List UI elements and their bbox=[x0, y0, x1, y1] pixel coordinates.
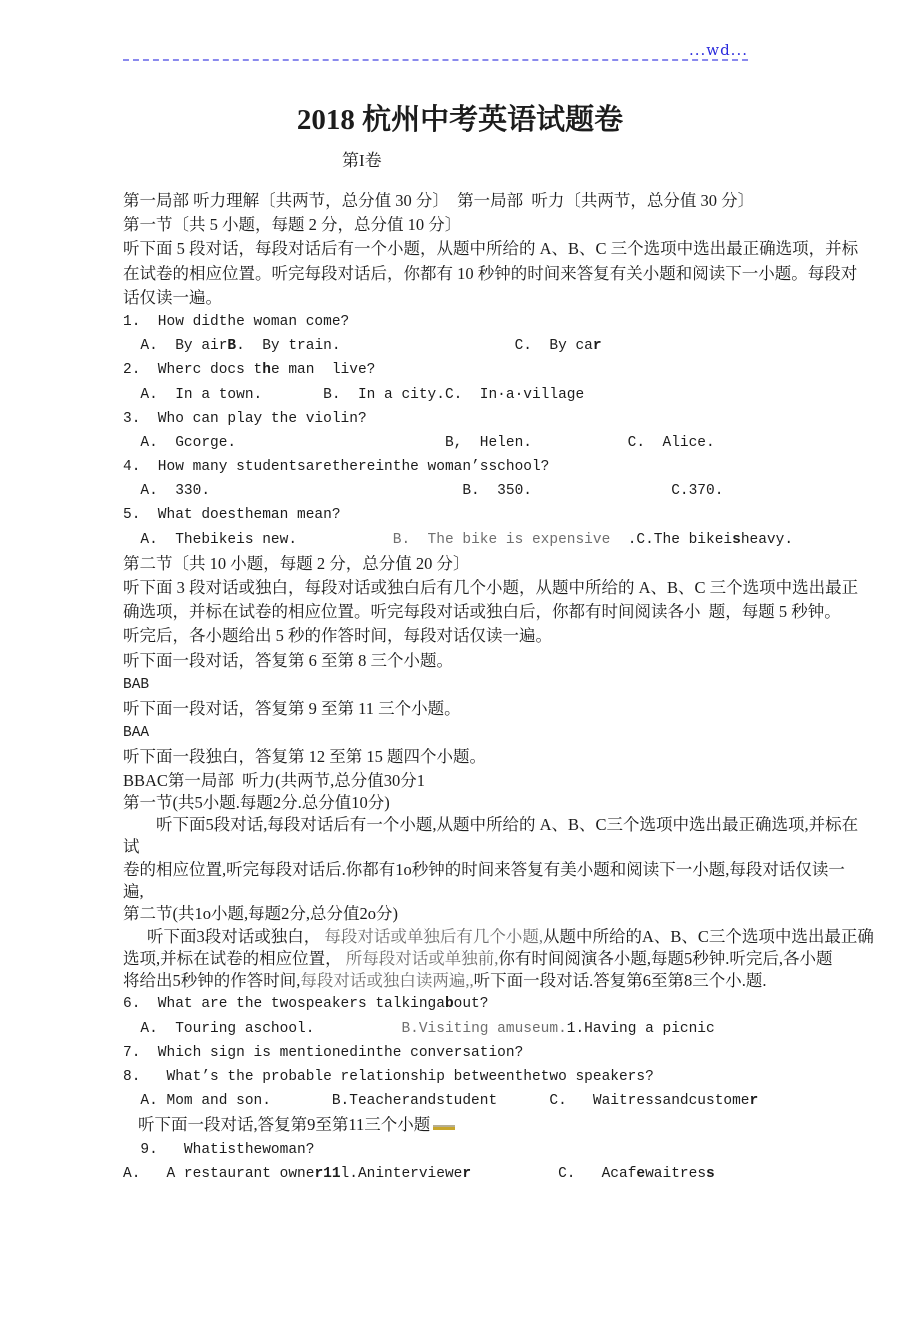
doc-line-segment: 听完后，各小题给出 5 秒的作答时间，每段对话仅读一遍。 bbox=[123, 626, 552, 646]
doc-line bbox=[123, 721, 868, 745]
doc-line bbox=[123, 528, 868, 552]
doc-line bbox=[123, 286, 868, 310]
doc-line bbox=[123, 970, 868, 992]
doc-title: 2018 杭州中考英语试题卷 bbox=[296, 104, 624, 136]
doc-line bbox=[123, 310, 868, 334]
doc-line bbox=[123, 992, 868, 1016]
doc-line bbox=[123, 673, 868, 697]
doc-line-segment: 选项,并标在试卷的相应位置， bbox=[123, 948, 346, 968]
doc-line-segment: 每段对话或独白读两遍,, bbox=[300, 971, 474, 991]
doc-line bbox=[123, 948, 868, 970]
doc-line-segment: 1.Having a picnic bbox=[566, 1020, 715, 1037]
doc-line bbox=[123, 926, 874, 948]
doc-line-segment: 听下面一段对话.答复第6至第8三个小.题. bbox=[473, 971, 767, 991]
doc-line-segment: 第二节〔共 10 小题，每题 2 分，总分值 20 分〕 bbox=[123, 553, 470, 573]
doc-line-segment: 每段对话或单独后有几个小题, bbox=[324, 926, 543, 946]
doc-line bbox=[123, 836, 868, 858]
doc-line bbox=[123, 745, 868, 769]
doc-line bbox=[123, 1065, 868, 1089]
doc-line-segment: B. The bike is expensive bbox=[392, 531, 611, 548]
doc-line-segment: 卷的相应位置,听完每段对话后.你都有1o秒钟的时间来答复有美小题和阅读下一小题,每段对话仅读一 bbox=[123, 859, 845, 879]
document-lines bbox=[123, 189, 874, 1186]
doc-line-segment: BAB bbox=[123, 676, 150, 693]
doc-line bbox=[123, 1162, 868, 1186]
doc-line-segment: 5. What doestheman mean? bbox=[123, 507, 341, 524]
doc-line bbox=[123, 334, 868, 358]
doc-line-segment: 第一局部 听力理解〔共两节，总分值 30 分〕 第一局部 听力〔共两节，总分值 30 分〕 bbox=[123, 191, 755, 210]
page bbox=[0, 42, 920, 1343]
doc-line bbox=[123, 903, 868, 925]
highlight-mark bbox=[433, 1125, 455, 1130]
doc-line-segment: B bbox=[227, 338, 237, 355]
doc-line-segment: 8. What’s the probable relationship betweenthetwo speakers? bbox=[123, 1069, 654, 1086]
doc-line bbox=[123, 576, 868, 600]
doc-line-segment: A. 330. B. 350. C.370. bbox=[123, 483, 724, 500]
doc-line-segment: 在试卷的相应位置。听完每段对话后，你都有 10 秒钟的时间来答复有关小题和阅读下一小题。每段对 bbox=[123, 263, 858, 283]
doc-line-segment: r bbox=[462, 1165, 472, 1182]
doc-line-segment: r bbox=[592, 338, 602, 355]
doc-line bbox=[123, 552, 868, 576]
doc-line-segment: .C.The bikei bbox=[610, 531, 733, 548]
doc-line-segment: 确选项，并标在试卷的相应位置。听完每段对话或独白后，你都有时间阅读各小 题，每题 5 秒钟。 bbox=[123, 602, 841, 622]
doc-line-segment: 从题中所给的A、B、C三个选项中选出最正确 bbox=[543, 926, 874, 946]
doc-line-segment: 所每段对话或单独前, bbox=[345, 948, 499, 968]
doc-line bbox=[123, 792, 868, 814]
doc-line-segment: waitres bbox=[645, 1165, 707, 1182]
doc-line-segment: e man live? bbox=[270, 362, 376, 379]
doc-line bbox=[123, 213, 868, 237]
doc-line-segment: 9. Whatisthewoman? bbox=[123, 1141, 315, 1158]
doc-line-segment: 3. Who can play the violin? bbox=[123, 410, 367, 427]
doc-line-segment: A. A restaurant owne bbox=[123, 1165, 315, 1182]
doc-line bbox=[123, 697, 868, 721]
doc-line-segment: 听下面一段对话，答复第 9 至第 11 三个小题。 bbox=[123, 698, 461, 718]
doc-line bbox=[123, 262, 868, 286]
doc-line-segment: r11 bbox=[314, 1165, 341, 1182]
doc-line-segment: 2. Wherc docs t bbox=[123, 362, 263, 379]
doc-line bbox=[123, 624, 868, 648]
doc-line bbox=[123, 600, 868, 624]
doc-line-segment: B.Visiting amuseum. bbox=[401, 1020, 567, 1037]
doc-line bbox=[123, 431, 868, 455]
doc-line bbox=[123, 814, 868, 836]
doc-line-segment: 1. How didthe woman come? bbox=[123, 313, 350, 330]
doc-line-segment: C. Acaf bbox=[471, 1165, 637, 1182]
doc-line bbox=[123, 881, 868, 903]
doc-line-segment: 听下面 5 段对话，每段对话后有一个小题，从题中所给的 A、B、C 三个选项中选出最正确选项，并标 bbox=[123, 239, 859, 259]
doc-line-segment: 第二节(共1o小题,每题2分,总分值2o分) bbox=[123, 904, 398, 924]
doc-line-segment: e bbox=[636, 1165, 646, 1182]
doc-line-segment: b bbox=[444, 996, 454, 1013]
doc-line-segment: 你有时间阅演各小题,每题5秒钟.听完后,各小题 bbox=[498, 948, 833, 968]
doc-line-segment: 7. Which sign is mentionedinthe conversation? bbox=[123, 1044, 524, 1061]
doc-line bbox=[123, 358, 868, 382]
doc-line-segment: 将给出5秒钟的作答时间, bbox=[123, 971, 301, 991]
doc-line bbox=[123, 1089, 868, 1113]
doc-line-segment: r bbox=[749, 1093, 759, 1110]
doc-line-segment: 4. How many studentsarethereinthe woman’sschool? bbox=[123, 459, 550, 476]
doc-line bbox=[123, 455, 868, 479]
doc-line bbox=[123, 859, 868, 881]
doc-line bbox=[123, 383, 868, 407]
doc-line-segment: 话仅读一遍。 bbox=[123, 287, 222, 307]
doc-line-segment: s bbox=[706, 1165, 715, 1182]
watermark-text: ...wd... bbox=[688, 41, 748, 59]
doc-line bbox=[123, 770, 868, 792]
doc-line-segment: s bbox=[732, 531, 741, 548]
doc-line bbox=[123, 649, 868, 673]
doc-line-segment: 听下面一段对话,答复第9至第11三个小题 bbox=[138, 1115, 431, 1135]
doc-line bbox=[123, 1017, 868, 1041]
doc-line-segment: A. Mom and son. B.Teacherandstudent C. Waitressandcustome bbox=[123, 1093, 750, 1110]
doc-line-segment: out? bbox=[453, 996, 489, 1013]
doc-line-segment: 第一节〔共 5 小题，每题 2 分，总分值 10 分〕 bbox=[123, 215, 462, 235]
doc-line-segment: A. Touring aschool. bbox=[123, 1020, 402, 1037]
doc-line bbox=[123, 1041, 868, 1065]
doc-line-segment: l.Aninterviewe bbox=[340, 1165, 463, 1182]
doc-line bbox=[123, 503, 868, 527]
doc-line-segment: h bbox=[262, 362, 271, 379]
doc-line bbox=[123, 1138, 868, 1162]
doc-line-segment: 听下面 3 段对话或独白，每段对话或独白后有几个小题，从题中所给的 A、B、C 三个选项中选出最正 bbox=[123, 578, 859, 597]
doc-line-segment: A. Thebikeis new. bbox=[123, 531, 393, 548]
doc-line-segment: 第一节(共5小题.每题2分.总分值10分) bbox=[123, 792, 390, 812]
doc-line bbox=[123, 1113, 868, 1137]
doc-line bbox=[123, 189, 868, 213]
doc-line bbox=[123, 237, 868, 261]
doc-line-segment: 6. What are the twospeakers talkinga bbox=[123, 996, 445, 1013]
doc-line-segment: heavy. bbox=[740, 531, 794, 548]
doc-line-segment: 遍, bbox=[123, 881, 144, 901]
doc-line-segment: A. Gcorge. B, Helen. C. Alice. bbox=[123, 434, 715, 451]
doc-line bbox=[123, 407, 868, 431]
doc-line-segment: 听下面5段对话,每段对话后有一个小题,从题中所给的 A、B、C三个选项中选出最正确选项,并标在 bbox=[156, 815, 859, 835]
doc-line-segment: 听下面3段对话或独白， bbox=[147, 926, 325, 946]
watermark-dashed-line bbox=[123, 42, 748, 61]
doc-line-segment: 试 bbox=[123, 837, 140, 857]
doc-line bbox=[123, 479, 868, 503]
doc-line-segment: BAA bbox=[123, 725, 150, 742]
doc-line-segment: A. By air bbox=[123, 338, 228, 355]
doc-line-segment: . By train. C. By ca bbox=[236, 338, 593, 355]
volume-label: 第I卷 bbox=[342, 151, 382, 170]
doc-line-segment: 听下面一段对话，答复第 6 至第 8 三个小题。 bbox=[123, 650, 453, 670]
doc-line-segment: A. In a town. B. In a city.C. In·a·village bbox=[123, 386, 585, 403]
doc-line-segment: BBAC第一局部 听力(共两节,总分值30分1 bbox=[123, 770, 426, 790]
doc-line-segment: 听下面一段独白，答复第 12 至第 15 题四个小题。 bbox=[123, 747, 486, 767]
